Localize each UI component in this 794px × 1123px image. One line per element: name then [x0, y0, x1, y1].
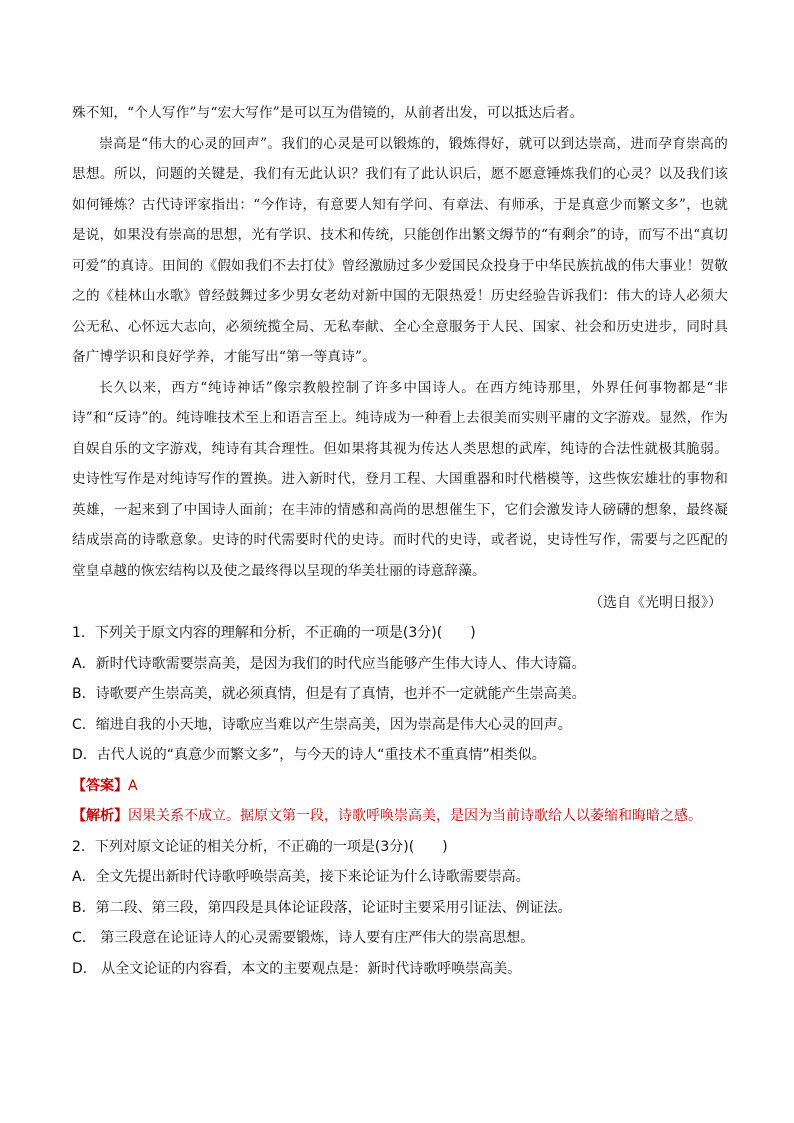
analysis-label: 【解析】 — [72, 808, 128, 824]
question-2-option-a: A．全文先提出新时代诗歌呼唤崇高美，接下来论证为什么诗歌需要崇高。 — [72, 869, 530, 885]
question-2-option-c: C． 第三段意在论证诗人的心灵需要锻炼，诗人要有庄严伟大的崇高思想。 — [72, 930, 535, 946]
passage-paragraph-1: 殊不知，“个人写作”与“宏大写作”是可以互为借镜的，从前者出发，可以抵达后者。 — [72, 105, 584, 121]
passage-source: （选自《光明日报》） — [589, 595, 722, 611]
answer-value: A — [128, 777, 138, 794]
document-page — [72, 98, 728, 984]
question-1-answer — [72, 771, 728, 802]
answer-label: 【答案】 — [72, 777, 128, 794]
question-1-option-d: D．古代人说的“真意少而繁文多”，与今天的诗人“重技术不重真情”相类似。 — [72, 747, 546, 763]
passage-paragraph-2: 崇高是“伟大的心灵的回声”。我们的心灵是可以锻炼的，锻炼得好，就可以到达崇高，进而孕育崇高的思想。所以，问题的关键是，我们有无此认识？我们有了此认识后，愿不愿意锤炼我们的心灵？以及我们该如何锤炼？古代诗评家指出：“今作诗，有意要人知有学问、有章法、有师承，于是真意少而繁文多”，也就是说，如果没有崇高的思想，光有学识、技术和传统，只能创作出繁文缛节的“有剩余”的诗，而写不出“真切可爱”的真诗。田间的《假如我们不去打仗》曾经激励过多少爱国民众投身于中华民族抗战的伟大事业！贺敬之的《桂林山水歌》曾经鼓舞过多少男女老幼对新中国的无限热爱！历史经验告诉我们：伟大的诗人必须大公无私、心怀远大志向，必须统揽全局、无私奉献、全心全意服务于人民、国家、社会和历史进步，同时具备广博学识和良好学养，才能写出“第一等真诗”。 — [72, 135, 728, 365]
question-2-stem: 2．下列对原文论证的相关分析，不正确的一项是(3分)( ) — [72, 838, 448, 855]
question-1-option-a: A．新时代诗歌需要崇高美，是因为我们的时代应当能够产生伟大诗人、伟大诗篇。 — [72, 655, 586, 672]
question-1-stem: 1．下列关于原文内容的理解和分析，不正确的一项是(3分)( ) — [72, 625, 476, 641]
question-1-option-c: C．缩进自我的小天地，诗歌应当难以产生崇高美，因为崇高是伟大心灵的回声。 — [72, 716, 572, 733]
analysis-text: 因果关系不成立。据原文第一段，诗歌呼唤崇高美，是因为当前诗歌给人以萎缩和晦暗之感。 — [128, 808, 702, 824]
question-1-option-b: B．诗歌要产生崇高美，就必须真情，但是有了真情，也并不一定就能产生崇高美。 — [72, 686, 586, 702]
question-2-option-d: D． 从全文论证的内容看，本文的主要观点是：新时代诗歌呼唤崇高美。 — [72, 960, 522, 977]
question-1-analysis — [72, 801, 728, 832]
passage-paragraph-3: 长久以来，西方“纯诗神话”像宗教般控制了许多中国诗人。在西方纯诗那里，外界任何事物都是“非诗”和“反诗”的。纯诗唯技术至上和语言至上。纯诗成为一种看上去很美而实则平庸的文字游戏。显然，作为自娱自乐的文字游戏，纯诗有其合理性。但如果将其视为传达人类思想的武库，纯诗的合法性就极其脆弱。史诗性写作是对纯诗写作的置换。进入新时代，登月工程、大国重器和时代楷模等，这些恢宏雄壮的事物和英雄，一起来到了中国诗人面前；在丰沛的情感和高尚的思想催生下，它们会激发诗人磅礴的想象，最终凝结成崇高的诗歌意象。史诗的时代需要时代的史诗。而时代的史诗，或者说，史诗性写作，需要与之匹配的堂皇卓越的恢宏结构以及使之最终得以呈现的华美壮丽的诗意辞藻。 — [72, 379, 728, 579]
question-2-option-b: B．第二段、第三段，第四段是具体论证段落，论证时主要采用引证法、例证法。 — [72, 899, 572, 916]
